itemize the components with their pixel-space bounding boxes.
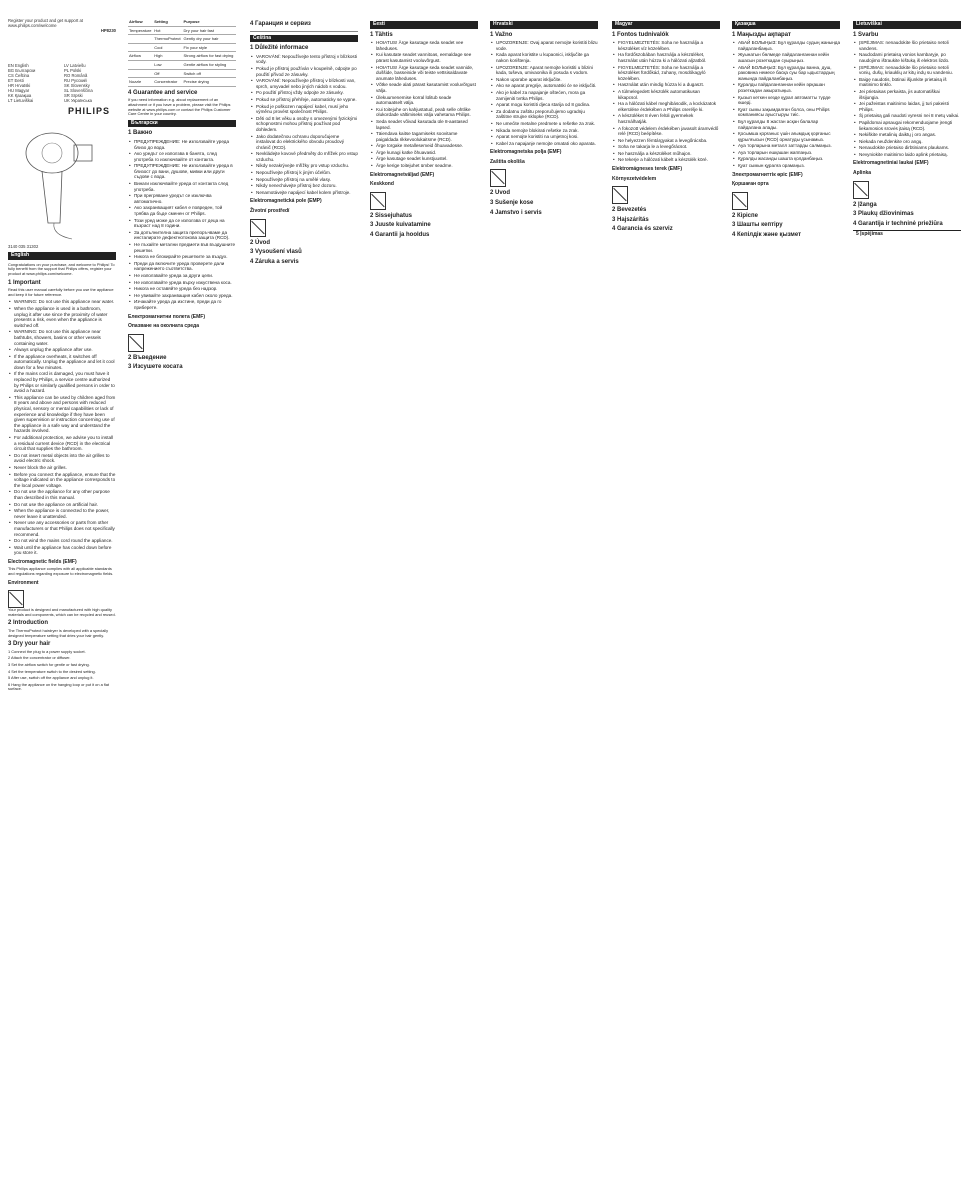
lithuanian-heading-notice: 5 Įspėjimas [853,230,961,239]
bulgarian-heading-introduction: 2 Въведение [128,354,167,361]
warning-item: • Do not insert metal objects into the air grilles to avoid electric shock. [14,453,116,464]
bulgarian-heading-dry: 3 Изсушете косата [128,364,183,371]
kazakh-environment-heading: Қоршаған орта [732,181,769,188]
product-code: 3140 035 31302 [8,244,39,250]
warning-item: • Ülekuumenemise korral lülitub seade automaatselt välja. [376,95,478,106]
lithuanian-warnings [853,40,961,157]
brand-logo: PHILIPS [68,106,111,116]
warning-item: • UPOZORENJE: Aparat nemojte koristiti u blizini kada, tuševa, umivaonika ili posuda s vodom. [496,65,598,76]
warning-item: • Aparat mogu koristiti djeca starija od 8 godina. [496,102,598,108]
table-row [128,52,236,61]
column-czech [250,18,358,267]
warning-item: • Не увивайте захранващия кабел около уреда. [134,293,236,299]
warning-item: • Papildomai apsaugai rekomenduojame įrengti liekamosios srovės įtaisą (RCD). [859,120,961,131]
warning-item: • Винаги изключвайте уреда от контакта след употреба. [134,181,236,192]
warning-item: • Before you connect the appliance, ensure that the voltage indicated on the appliance corresponds to the local power voltage. [14,472,116,489]
hungarian-emf-heading: Elektromágneses terek (EMF) [612,166,683,173]
language-entry: SR Srpski [64,93,83,98]
warning-item: • Қуат сымын құралға орамаңыз. [738,163,840,169]
recycle-bin-icon [128,334,144,352]
croatian-emf-heading: Elektromagnetska polja (EMF) [490,149,562,156]
warning-item: • Қызып кеткен кезде құрал автоматты түрде өшеді. [738,95,840,106]
warning-item: • UPOZORENJE: Ovaj aparat nemojte koristiti blizu vode. [496,40,598,51]
warning-item: • При прегряване уредът се изключва автоматично. [134,193,236,204]
warning-item: • A készüléket 8 éven felüli gyermekek használhatják. [618,113,720,124]
table-cell: Temperature [128,26,153,35]
estonian-heading-important: 1 Tähtis [370,31,393,38]
estonian-emf-heading: Elektromagnetväljad (EMF) [370,171,435,178]
warning-item: • Nakon uporabe aparat isključite. [496,77,598,83]
warning-item: • Ärge kunagi katke õhuavasid. [376,150,478,156]
warning-item: • Never use any accessories or parts from other manufacturers or that Philips does not specifically recommend. [14,520,116,537]
warning-item: • When the appliance is connected to the power, never leave it unattended. [14,508,116,519]
hungarian-heading-important: 1 Fontos tudnivalók [612,31,669,38]
dry-step: 4 Set the temperature switch to the desired setting. [8,668,96,674]
warning-item: • A fokozott védelem érdekében javasolt áramvédő relé (RCD) beépítése. [618,126,720,137]
table-cell: Hot [153,26,182,35]
czech-heading-important: 1 Důležité informace [250,45,309,52]
warning-item: • HOIATUS! Ärge kasutage seda seadet vee läheduses. [376,40,478,51]
warning-item: • WARNING: Do not use this appliance near bathtubs, showers, basins or other vessels containing water. [14,329,116,346]
warning-item: • Ако уредът се използва в банята, след употреба го изключвайте от контакта. [134,151,236,162]
warning-item: • If the appliance overheats, it switches off automatically. Unplug the appliance and let it cool down for a few minutes. [14,354,116,371]
table-cell [128,35,153,44]
english-emf-heading: Electromagnetic fields (EMF) [8,558,77,565]
language-entry: RO Română [64,73,88,78]
warning-item: • Always unplug the appliance after use. [14,347,116,353]
hungarian-warnings [612,40,720,163]
table-header-cell: Purpose [183,18,236,26]
english-dry-steps [8,650,116,692]
bulgarian-heading-guarantee: 4 Гаранция и сервиз [250,21,311,27]
column-english-bulgarian [128,18,236,373]
warning-item: • Pokud se přístroj přehřeje, automaticky se vypne. [256,97,358,103]
warning-item: • Ha a hálózati kábel meghibásodik, a kockázatok elkerülése érdekében a Philips cserélje ki. [618,101,720,112]
bulgarian-warnings [128,139,236,311]
bulgarian-heading-important: 1 Важно [128,130,153,137]
language-entry: HR Hrvatski [8,83,31,88]
warning-item: • VAROVÁNÍ: Nepoužívejte přístroj v blízkosti van, sprch, umyvadel nebo jiných nádob s vodou. [256,78,358,89]
language-entry: KK Қазақша [8,93,32,98]
warning-item: • Za dodatnu zaštitu preporučujemo ugradnju zaštitne strujne sklopke (RCD). [496,109,598,120]
language-entry: SL Slovenščina [64,88,93,93]
kazakh-warnings [732,40,840,168]
warning-item: • Aparat nemojte koristiti na umjetnoj kosi. [496,134,598,140]
table-row [128,26,236,35]
warning-item: • If the mains cord is damaged, you must have it replaced by Philips, a service centre authorized by Philips or similarly qualified persons in order to avoid a hazard. [14,371,116,393]
estonian-heading-guarantee: 4 Garantii ja hooldus [370,232,430,239]
warning-item: • Wait until the appliance has cooled down before you store it. [14,545,116,556]
warning-item: • За допълнителна защита препоръчваме да инсталирате дефектнотокова защита (RCD). [134,230,236,241]
section-bar-czech: Čeština [250,35,358,43]
english-important-text: Read this user manual carefully before you use the appliance and keep it for future reference. [8,287,114,297]
warning-item: • Kabel za napajanje nemojte omatati oko aparata. [496,141,598,147]
warning-item: • Nikdy nezakrývejte mřížky pro vstup vzduchu. [256,163,358,169]
warning-item: • Қуат сымы зақымдалған болса, оны Philips компаниясы ауыстыруы тиіс. [738,107,840,118]
croatian-heading-introduction: 2 Uvod [490,190,511,197]
hungarian-heading-introduction: 2 Bevezetés [612,207,647,214]
table-row [128,78,236,87]
warning-item: • Nekiškite metalinių daiktų į oro angas. [859,132,961,138]
warning-item: • Никога не оставяйте уреда без надзор. [134,286,236,292]
language-list [8,63,116,103]
warning-item: • Қосымша қорғаныс үшін ағымдық қорғаныс құрылғысын (RCD) орнатуды ұсынамыз. [738,131,840,142]
language-entry: LV Latviešu [64,63,86,68]
bulgarian-environment-heading: Опазване на околната среда [128,323,199,330]
table-cell: Nozzle [128,78,153,87]
table-cell: Gently dry your hair [183,35,236,44]
warning-item: • Не пъхайте метални предмети във въздушните решетки. [134,242,236,253]
table-row [128,35,236,44]
warning-item: • ПРЕДУПРЕЖДЕНИЕ: Не използвайте уреда близо до вода. [134,139,236,150]
dry-step: 3 Set the airflow switch for gentle or fast drying. [8,662,90,667]
warning-item: • For additional protection, we advise you to install a residual current device (RCD) in the electrical circuit that supplies the bathroom. [14,435,116,452]
czech-emf-heading: Elektromagnetická pole (EMP) [250,198,322,205]
warning-item: • Ne tekerje a hálózati kábelt a készülék köré. [618,157,720,163]
warning-item: • Šį prietaisą gali naudoti vyresni nei 8 metų vaikai. [859,113,961,119]
manual-sheet [8,8,965,1190]
language-entry: EN English [8,63,29,68]
warning-item: • This appliance can be used by children aged from 8 years and above and persons with reduced physical, sensory or mental capabilities or lack of experience and knowledge if they have been given supervision or instruction concerning use of the appliance in a safe way and understand the hazards involved. [14,395,116,434]
table-cell [128,69,153,78]
lithuanian-heading-introduction: 2 Įžanga [853,201,877,208]
language-entry: UK Українська [64,98,92,103]
table-row [128,69,236,78]
croatian-heading-dry: 3 Sušenje kose [490,200,534,207]
czech-warnings [250,54,358,196]
warning-item: • Құралды жасанды шашта қолданбаңыз. [738,156,840,162]
recycle-bin-icon [732,192,748,210]
table-cell: Off [153,69,182,78]
warning-item: • Ne használja a készüléket műhajon. [618,151,720,157]
croatian-heading-guarantee: 4 Jamstvo i servis [490,209,542,216]
table-cell: Precise drying [183,78,236,87]
warning-item: • Ha fürdőszobában használja a készüléket, használat után húzza ki a hálózati aljzatból. [618,52,720,63]
warning-item: • Ауа торларына металл заттарды салмаңыз. [738,143,840,149]
recycle-bin-icon [490,169,506,187]
warning-item: • Бұл құралды 8 жастан асқан балалар пайдалана алады. [738,119,840,130]
hungarian-heading-dry: 3 Hajszárítás [612,216,649,223]
warning-item: • ĮSPĖJIMAS: nenaudokite šio prietaiso netoli vonių, dušų, kriauklių ar kitų indų su vandeniu. [859,65,961,76]
column-kazakh [732,18,840,241]
warning-item: • WARNING: Do not use this appliance near water. [14,299,116,305]
warning-item: • Jei pažeistas maitinimo laidas, jį turi pakeisti Philips. [859,101,961,112]
table-cell: High [153,52,182,61]
warning-item: • Не използвайте уреда върху изкуствена коса. [134,280,236,286]
table-row [128,43,236,52]
warning-item: • FIGYELMEZTETÉS: Soha ne használja a készüléket fürdőkád, zuhany, mosdókagyló közelében. [618,65,720,82]
warning-item: • Kada aparat koristite u kupaonici, isključite ga nakon korištenja. [496,52,598,63]
language-entry: RU Русский [64,78,87,83]
warning-item: • Ärge torgake metallesemeid õhuavadesse. [376,143,478,149]
section-bar-croatian: Hrvatski [490,21,598,29]
english-heading-guarantee: 4 Guarantee and service [128,89,198,96]
english-introduction-text: The ThermoProtect hairdryer is developed with a specially designed temperature setting that dries your hair gently. [8,628,109,638]
kazakh-heading-guarantee: 4 Кепілдік және қызмет [732,232,802,239]
recycle-bin-icon [8,590,24,608]
kazakh-emf-heading: Электромагниттік өріс (EMF) [732,171,803,178]
warning-item: • Ако захранващият кабел е повреден, той трябва да бъде сменен от Philips. [134,205,236,216]
warning-item: • Kui kasutate seadet vannitoas, eemaldage see pärast kasutamist vooluvõrgust. [376,52,478,63]
table-header-cell: Setting [153,18,182,26]
language-entry: PL Polski [64,68,82,73]
warning-item: • Ne helyezzen fémtárgyakat a levegőrácsba. [618,138,720,144]
warning-item: • Този уред може да се използва от деца на възраст над 8 години. [134,218,236,229]
recycle-bin-icon [853,181,869,199]
estonian-heading-introduction: 2 Sissejuhatus [370,212,413,219]
recycle-bin-icon [250,219,266,237]
column-croatian [490,18,598,218]
language-entry: CS Čeština [8,73,30,78]
kazakh-heading-dry: 3 Шашты кептіру [732,222,783,229]
warning-item: • Võtke seade alati pärast kasutamist vooluvõrgust välja. [376,82,478,93]
table-cell: Dry your hair fast [183,26,236,35]
language-entry: BG Български [8,68,36,73]
table-cell: Cool [153,43,182,52]
table-cell: Airflow [128,52,153,61]
warning-item: • Не използвайте уреда за други цели. [134,273,236,279]
section-bar-bulgarian: Български [128,120,236,128]
warning-item: • ĮSPĖJIMAS: nenaudokite šio prietaiso netoli vandens. [859,40,961,51]
section-bar-english: English [8,252,116,260]
warning-item: • Nikdy nenechávejte přístroj bez dozoru. [256,183,358,189]
column-cover-english [8,18,116,694]
english-heading-introduction: 2 Introduction [8,620,48,627]
section-bar-estonian: Eesti [370,21,478,29]
language-entry: LT Lietuviškai [8,98,34,103]
warning-item: • Nenaudokite prietaiso dirbtiniams plaukams. [859,145,961,151]
warning-item: • Nevkládejte kovové předměty do mřížek pro vstup vzduchu. [256,151,358,162]
english-environment-heading: Environment [8,579,39,586]
warning-item: • Ako je kabel za napajanje oštećen, mora ga zamijeniti tvrtka Philips. [496,90,598,101]
english-heading-dry: 3 Dry your hair [8,641,51,648]
warning-item: • Құралды пайдаланғаннан кейін әрқашан розеткадан ажыратыңыз. [738,82,840,93]
dry-step: 2 Attach the concentrator or diffuser. [8,655,71,661]
warning-item: • Jako dodatečnou ochranu doporučujeme instalovat do elektrického obvodu proudový chránič (RCD). [256,134,358,151]
english-environment-text: Your product is designed and manufactured with high quality materials and components, which can be recycled and reused. [8,607,116,617]
english-warnings [8,299,116,556]
language-entry: SK Slovensky [64,83,90,88]
table-cell: Fix your style [183,43,236,52]
table-cell: Strong airflow for fast drying [183,52,236,61]
kazakh-heading-important: 1 Маңызды ақпарат [732,31,791,38]
warning-item: • Pokud je poškozen napájecí kabel, musí jeho výměnu provést společnost Philips. [256,104,358,115]
warning-item: • Преди да включите уреда проверете дали напрежението съответства. [134,261,236,272]
warning-item: • Nenamotávejte napájecí kabel kolem přístroje. [256,190,358,196]
warning-item: • Never block the air grilles. [14,465,116,471]
warning-item: • Do not wind the mains cord round the appliance. [14,538,116,544]
warning-item: • Do not use the appliance for any other purpose than described in this manual. [14,489,116,500]
warning-item: • Никога не блокирайте решетките за въздух. [134,254,236,260]
table-cell: Switch off [183,69,236,78]
warning-item: • Pokud je přístroj používán v koupelně, odpojte po použití přívod ze zásuvky. [256,66,358,77]
recycle-bin-icon [370,192,386,210]
english-guarantee-text: If you need information e.g. about replacement of an attachment or if you have a problem, please visit the Philips website at www.philips.com or contact the Philips Customer Care Centre in your country. [128,97,231,117]
column-lithuanian [853,18,961,242]
dry-step: 6 Hang the appliance on the hanging loop or put it on a flat surface. [8,681,110,692]
croatian-environment-heading: Zaštita okoliša [490,158,525,165]
lithuanian-environment-heading: Aplinka [853,170,872,177]
table-cell: Gentle airflow for styling [183,60,236,69]
warning-item: • Naudodami prietaisą vonios kambaryje, po naudojimo ištraukite kištuką iš elektros lizdo. [859,52,961,63]
register-text: Register your product and get support at [8,18,83,23]
section-bar-lithuanian: Lietuviškai [853,21,961,29]
warning-item: • A túlmelegedett készülék automatikusan kikapcsol. [618,89,720,100]
hairdryer-illustration [12,123,102,243]
czech-environment-heading: Životní prostředí [250,208,290,215]
table-cell [128,60,153,69]
hungarian-heading-guarantee: 4 Garancia és szerviz [612,226,673,233]
language-entry: ET Eesti [8,78,24,83]
hungarian-environment-heading: Környezetvédelem [612,175,657,182]
warning-item: • FIGYELMEZTETÉS: Soha ne használja a készüléket víz közelében. [618,40,720,51]
table-cell: ThermoProtect [153,35,182,44]
table-row [128,60,236,69]
warning-item: • Nevyniokite maitinimo laido aplink prietaisą. [859,152,961,158]
recycle-bin-icon [612,186,628,204]
column-hungarian [612,18,720,235]
english-heading-important: 1 Important [8,279,41,286]
warning-item: • Ako se aparat pregrije, automatski će se isključiti. [496,83,598,89]
estonian-warnings [370,40,478,168]
warning-item: • Nepoužívejte přístroj na umělé vlasy. [256,177,358,183]
warning-item: • ПРЕДУПРЕЖДЕНИЕ: Не използвайте уреда в близост до вани, душове, мивки или други съдове с вода. [134,163,236,180]
lithuanian-heading-dry: 3 Plaukų džiovinimas [853,211,914,218]
warning-item: • Niekada neuždenkite oro angų. [859,139,961,145]
estonian-heading-dry: 3 Juuste kuivatamine [370,222,431,229]
warning-item: • АБАЙ БОЛЫҢЫЗ: Бұл құралды ванна, душ, раковина немесе басқа суы бар ыдыстардың жанында пайдаланбаңыз. [738,65,840,82]
warning-item: • Täiendava kaitse tagamiseks soovitame paigaldada rikkevoolukaitsme (RCD). [376,131,478,142]
warning-item: • Do not use the appliance on artificial hair. [14,502,116,508]
lithuanian-heading-guarantee: 4 Garantija ir techninė priežiūra [853,220,943,227]
register-url: www.philips.com/welcome [8,23,57,28]
croatian-heading-important: 1 Važno [490,31,513,38]
czech-heading-dry: 3 Vysoušení vlasů [250,249,302,256]
warning-item: • Ауа торларын ешқашан жаппаңыз. [738,150,840,156]
czech-heading-introduction: 2 Úvod [250,239,271,246]
table-cell: Concentrator [153,78,182,87]
warning-item: • Nikada nemojte blokirati rešetke za zrak. [496,128,598,134]
warning-item: • Děti od 8 let věku a osoby s omezenými fyzickými schopnostmi mohou přístroj používat pod dohledem. [256,116,358,133]
table-header-cell: Airflow [128,18,153,26]
warning-item: • Po použití přístroj vždy odpojte ze zásuvky. [256,90,358,96]
model-number: HP8230 [100,28,116,33]
table-cell [128,43,153,52]
section-bar-kazakh: Қазақша [732,21,840,29]
table-cell: Low [153,60,182,69]
section-bar-hungarian: Magyar [612,21,720,29]
warning-item: • Nepoužívejte přístroj k jiným účelům. [256,170,358,176]
croatian-warnings [490,40,598,146]
warning-item: • Seda seadet võivad kasutada üle 8-aastased lapsed. [376,119,478,130]
english-intro: Congratulations on your purchase, and welcome to Philips! To fully benefit from the support that Philips offers, register your product at www.philips.com/welcome. [8,261,115,276]
warning-item: • When the appliance is used in a bathroom, unplug it after use since the proximity of water presents a risk, even when the appliance is switched off. [14,306,116,328]
bulgarian-emf-heading: Електромагнитни полета (EMF) [128,313,206,320]
warning-item: • Ärge kerige toitejuhet ümber seadme. [376,163,478,169]
warning-item: • АБАЙ БОЛЫҢЫЗ: Бұл құралды судың жанында пайдаланбаңыз. [738,40,840,51]
warning-item: • Baigę naudotis, būtinai išjunkite prietaisą iš maitinimo tinklo. [859,77,961,88]
dry-step: 5 After use, switch off the appliance and unplug it. [8,675,94,681]
warning-item: • Soha ne takarja le a levegőrácsot. [618,144,720,150]
dry-step: 1 Connect the plug to a power supply socket. [8,648,86,654]
czech-heading-guarantee: 4 Záruka a servis [250,258,299,265]
estonian-environment-heading: Keskkond [370,181,394,188]
warning-item: • Ne umećite metalne predmete u rešetke za zrak. [496,121,598,127]
warning-item: • Használat után mindig húzza ki a dugaszt. [618,82,720,88]
warning-item: • VAROVÁNÍ: Nepoužívejte tento přístroj v blízkosti vody. [256,54,358,65]
warning-item: • HOIATUS! Ärge kasutage seda seadet vannide, duššide, basseinide või teiste vettsisaldavate anumate läheduses. [376,65,478,82]
lithuanian-heading-important: 1 Svarbu [853,31,879,38]
english-settings-table [128,18,236,87]
english-emf-text: This Philips appliance complies with all applicable standards and regulations regarding exposure to electromagnetic fields. [8,566,114,577]
column-estonian [370,18,478,241]
kazakh-heading-introduction: 2 Кіріспе [732,212,758,219]
warning-item: • Изчакайте уреда да изстине, преди да го приберете. [134,299,236,310]
warning-item: • Kui toitejuhe on kahjustatud, peab selle ohtlike olukordade vältimiseks välja vahetama Philips. [376,107,478,118]
warning-item: • Ärge kasutage seadet kunstjuustel. [376,156,478,162]
warning-item: • Жуынатын бөлмеде пайдаланғаннан кейін ашасын розеткадан суырыңыз. [738,52,840,63]
warning-item: • Jei prietaisas perkaista, jis automatiškai išsijungia. [859,89,961,100]
lithuanian-emf-heading: Elektromagnetiniai laukai (EMF) [853,160,929,167]
language-entry: HU Magyar [8,88,30,93]
